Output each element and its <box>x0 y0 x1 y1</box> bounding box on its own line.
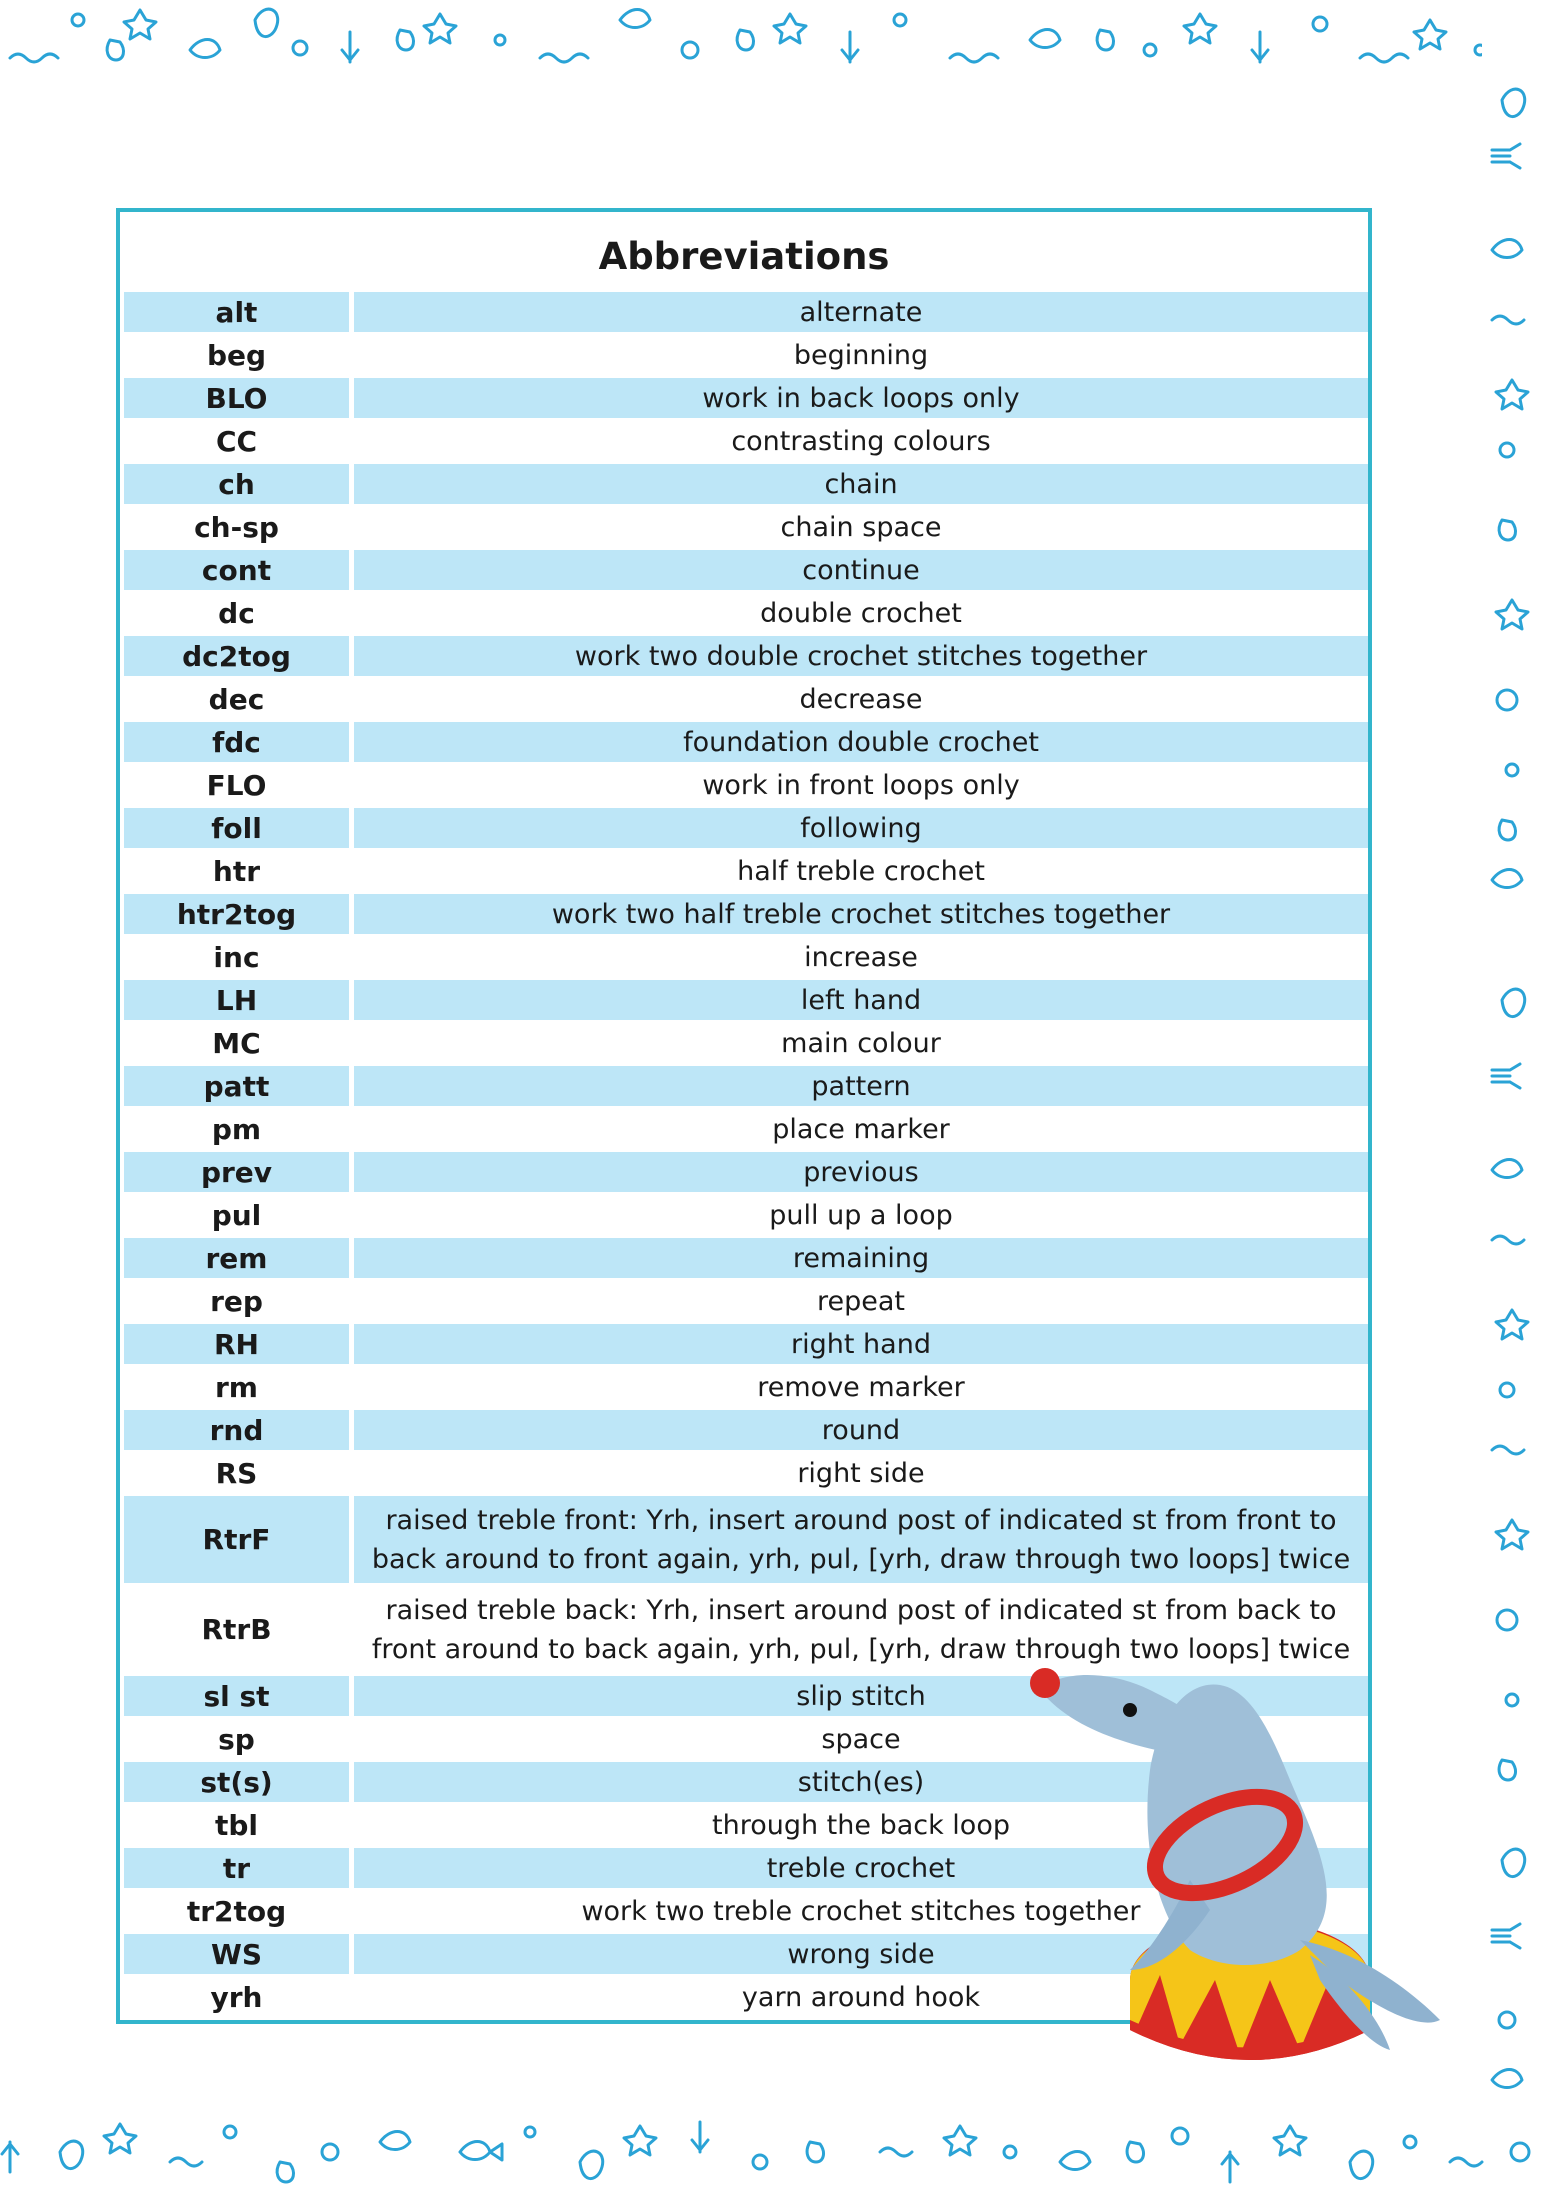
table-row <box>124 851 1368 891</box>
abbr-cell: tr <box>124 1848 349 1888</box>
meaning-cell: alternate <box>354 292 1368 332</box>
meaning-cell: repeat <box>816 1285 905 1317</box>
table-row <box>124 593 1368 633</box>
abbr-cell: WS <box>124 1934 349 1974</box>
meaning-cell: work in front loops only <box>702 769 1020 801</box>
meaning-cell: right side <box>797 1457 925 1489</box>
meaning-cell: continue <box>354 550 1368 590</box>
meaning-cell: treble crochet <box>354 1848 1368 1888</box>
abbr-cell: dc <box>218 596 255 630</box>
abbr-cell: ch <box>124 464 349 504</box>
meaning-cell: increase <box>804 941 918 973</box>
abbr-cell: beg <box>206 338 267 372</box>
table-row <box>124 1324 1368 1364</box>
abbr-cell: patt <box>124 1066 349 1106</box>
abbr-cell: dec <box>208 682 265 716</box>
table-row <box>124 1410 1368 1450</box>
table-row <box>124 636 1368 676</box>
abbr-cell: tbl <box>214 1808 259 1842</box>
abbr-cell: FLO <box>206 768 267 802</box>
table-row <box>124 1367 1368 1407</box>
table-row <box>124 679 1368 719</box>
meaning-cell: contrasting colours <box>731 425 991 457</box>
abbr-cell: dc2tog <box>124 636 349 676</box>
abbr-cell: RtrF <box>124 1496 349 1583</box>
abbr-cell: st(s) <box>124 1762 349 1802</box>
table-row <box>124 507 1368 547</box>
abbr-cell: RtrB <box>201 1613 272 1646</box>
table-row <box>124 980 1368 1020</box>
meaning-cell: raised treble front: Yrh, insert around post of indicated st from front to back around to front again, yrh, pul, [yrh, draw through two loops] twice <box>354 1496 1368 1583</box>
table-row <box>124 722 1368 762</box>
meaning-cell: place marker <box>772 1113 950 1145</box>
table-row <box>124 421 1368 461</box>
table-row <box>124 894 1368 934</box>
meaning-cell: work two double crochet stitches together <box>354 636 1368 676</box>
meaning-cell: space <box>821 1723 901 1755</box>
meaning-cell: following <box>354 808 1368 848</box>
abbr-cell: rm <box>215 1370 258 1404</box>
meaning-cell: through the back loop <box>712 1809 1010 1841</box>
meaning-cell: work two treble crochet stitches together <box>581 1895 1141 1927</box>
abbr-cell: pm <box>211 1112 262 1146</box>
meaning-cell: remove marker <box>757 1371 965 1403</box>
abbr-cell: rnd <box>124 1410 349 1450</box>
crochet-seal-illustration <box>1020 1650 1540 2090</box>
meaning-cell: stitch(es) <box>354 1762 1368 1802</box>
meaning-cell: yarn around hook <box>741 1981 981 2013</box>
table-row <box>124 808 1368 848</box>
table-row <box>124 550 1368 590</box>
meaning-cell: decrease <box>799 683 923 715</box>
meaning-cell: remaining <box>354 1238 1368 1278</box>
table-row <box>124 1195 1368 1235</box>
meaning-cell: chain <box>354 464 1368 504</box>
abbr-cell: RH <box>124 1324 349 1364</box>
table-row <box>124 464 1368 504</box>
abbr-cell: alt <box>124 292 349 332</box>
abbr-cell: pul <box>211 1198 262 1232</box>
meaning-cell: raised treble back: Yrh, insert around post of indicated st from back to front around to back again, yrh, pul, [yrh, draw through two loops] twice <box>371 1594 1351 1665</box>
meaning-cell: right hand <box>354 1324 1368 1364</box>
abbr-cell: prev <box>124 1152 349 1192</box>
abbr-cell: tr2tog <box>186 1894 287 1928</box>
abbr-cell: MC <box>212 1026 261 1060</box>
abbr-cell: LH <box>124 980 349 1020</box>
abbr-cell: sl st <box>124 1676 349 1716</box>
meaning-cell: pattern <box>354 1066 1368 1106</box>
abbr-cell: RS <box>215 1456 258 1490</box>
abbr-cell: CC <box>215 424 258 458</box>
abbr-cell: rem <box>124 1238 349 1278</box>
meaning-cell: left hand <box>354 980 1368 1020</box>
meaning-cell: beginning <box>793 339 929 371</box>
meaning-cell: work in back loops only <box>354 378 1368 418</box>
meaning-cell: work two half treble crochet stitches together <box>354 894 1368 934</box>
table-row <box>124 1066 1368 1106</box>
abbr-cell: cont <box>124 550 349 590</box>
table-row <box>124 937 1368 977</box>
table-row <box>124 765 1368 805</box>
page-title: Abbreviations <box>598 235 890 278</box>
meaning-cell: previous <box>354 1152 1368 1192</box>
sea-doodle-border-top <box>0 0 1551 78</box>
abbr-cell: sp <box>218 1722 255 1756</box>
table-row <box>124 1023 1368 1063</box>
abbr-cell: BLO <box>124 378 349 418</box>
abbr-cell: fdc <box>124 722 349 762</box>
table-row <box>124 1152 1368 1192</box>
meaning-cell: double crochet <box>760 597 962 629</box>
meaning-cell: chain space <box>780 511 942 543</box>
abbr-cell: rep <box>210 1284 263 1318</box>
table-row <box>124 378 1368 418</box>
meaning-cell: half treble crochet <box>737 855 985 887</box>
abbr-cell: inc <box>213 940 260 974</box>
sea-doodle-border-bottom <box>0 2112 1551 2193</box>
meaning-cell: main colour <box>781 1027 941 1059</box>
meaning-cell: pull up a loop <box>769 1199 953 1231</box>
table-row <box>124 292 1368 332</box>
table-row <box>124 1496 1368 1583</box>
abbr-cell: foll <box>124 808 349 848</box>
abbr-cell: ch-sp <box>194 510 279 544</box>
meaning-cell: slip stitch <box>354 1676 1368 1716</box>
abbr-cell: htr2tog <box>124 894 349 934</box>
meaning-cell: foundation double crochet <box>354 722 1368 762</box>
table-row <box>124 1281 1368 1321</box>
table-row <box>124 1109 1368 1149</box>
meaning-cell: wrong side <box>354 1934 1368 1974</box>
table-row <box>124 335 1368 375</box>
abbr-cell: htr <box>212 854 261 888</box>
abbr-cell: yrh <box>210 1980 263 2014</box>
table-row <box>124 1453 1368 1493</box>
table-row <box>124 1238 1368 1278</box>
meaning-cell: round <box>354 1410 1368 1450</box>
